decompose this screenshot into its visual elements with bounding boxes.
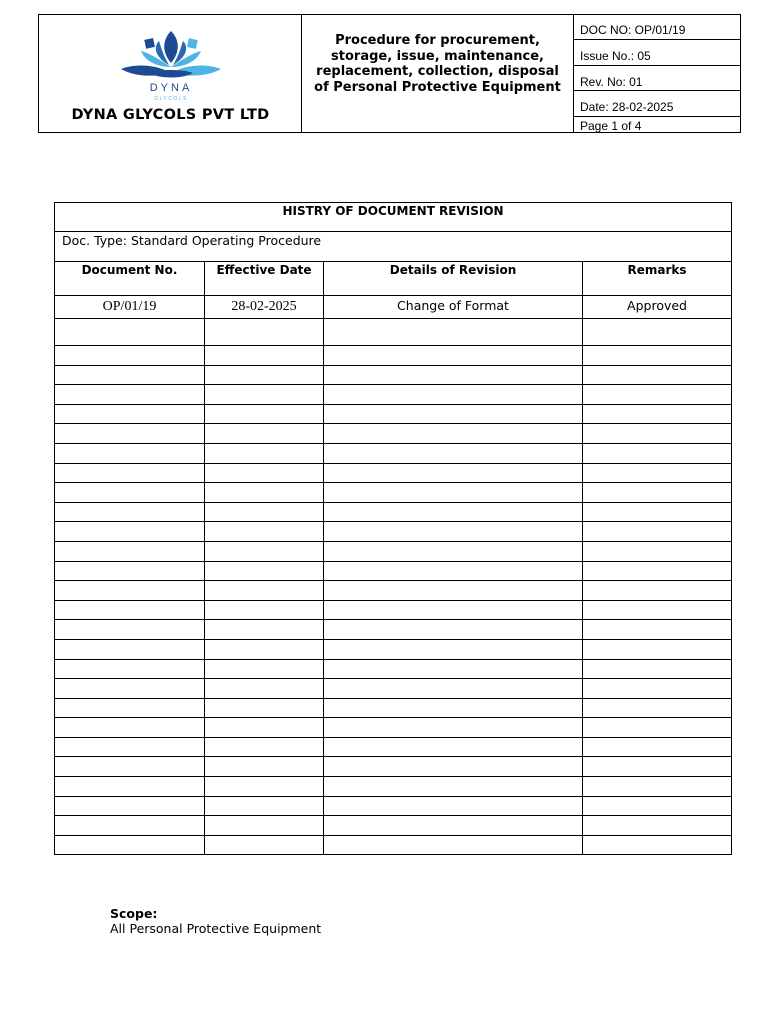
empty-cell (583, 757, 732, 777)
empty-cell (583, 443, 732, 463)
table-row (55, 816, 732, 836)
doc-type-row (55, 232, 732, 262)
empty-cell (324, 639, 583, 659)
table-row (55, 346, 732, 366)
empty-cell (324, 659, 583, 679)
empty-cell (324, 620, 583, 640)
empty-cell (583, 835, 732, 855)
empty-cell (55, 639, 205, 659)
empty-cell (583, 737, 732, 757)
empty-cell (324, 522, 583, 542)
empty-cell (583, 777, 732, 797)
empty-cell (55, 443, 205, 463)
empty-cell (205, 541, 324, 561)
doc-no: DOC NO: OP/01/19 (574, 15, 740, 40)
table-row (55, 639, 732, 659)
title-cell (302, 15, 574, 132)
table-title-row (55, 203, 732, 232)
empty-cell (55, 424, 205, 444)
rev-no: Rev. No: 01 (574, 66, 740, 91)
empty-cell (55, 718, 205, 738)
empty-cell (55, 319, 205, 346)
empty-cell (583, 319, 732, 346)
logo-sub-text: GLYCOLS (154, 96, 188, 102)
empty-cell (205, 483, 324, 503)
empty-cell (583, 463, 732, 483)
empty-cell (205, 698, 324, 718)
empty-cell (55, 679, 205, 699)
empty-cell (55, 522, 205, 542)
empty-cell (583, 718, 732, 738)
empty-cell (55, 483, 205, 503)
table-row (55, 600, 732, 620)
empty-cell (205, 659, 324, 679)
table-row (55, 385, 732, 405)
empty-cell (324, 777, 583, 797)
empty-cell (55, 737, 205, 757)
col-effective-date: Effective Date (205, 262, 324, 296)
table-row (55, 796, 732, 816)
empty-cell (324, 581, 583, 601)
page-number: Page 1 of 4 (580, 119, 642, 133)
empty-cell (55, 698, 205, 718)
empty-cell (205, 816, 324, 836)
empty-cell (324, 698, 583, 718)
empty-cell (324, 737, 583, 757)
table-row (55, 679, 732, 699)
table-row (55, 541, 732, 561)
empty-cell (205, 718, 324, 738)
empty-cell (55, 816, 205, 836)
table-row (55, 319, 732, 346)
empty-cell (55, 835, 205, 855)
empty-cell (55, 581, 205, 601)
empty-cell (583, 541, 732, 561)
logo-cell (39, 15, 302, 132)
empty-cell (205, 777, 324, 797)
table-row (55, 698, 732, 718)
table-row (55, 835, 732, 855)
doc-type: Doc. Type: Standard Operating Procedure (55, 232, 732, 262)
empty-cell (583, 385, 732, 405)
table-row (55, 483, 732, 503)
empty-cell (324, 443, 583, 463)
empty-cell (583, 424, 732, 444)
empty-cell (583, 522, 732, 542)
empty-cell (55, 777, 205, 797)
cell-details-of-revision: Change of Format (324, 296, 583, 319)
empty-cell (55, 365, 205, 385)
empty-cell (324, 757, 583, 777)
table-row (55, 424, 732, 444)
empty-cell (324, 404, 583, 424)
empty-cell (205, 796, 324, 816)
table-row (55, 522, 732, 542)
empty-cell (205, 365, 324, 385)
scope-text: All Personal Protective Equipment (110, 921, 322, 936)
empty-cell (205, 600, 324, 620)
empty-cell (324, 463, 583, 483)
col-details-of-revision: Details of Revision (324, 262, 583, 296)
cell-remarks: Approved (583, 296, 732, 319)
empty-cell (205, 502, 324, 522)
empty-cell (55, 463, 205, 483)
empty-cell (324, 424, 583, 444)
empty-cell (55, 404, 205, 424)
table-title: HISTRY OF DOCUMENT REVISION (55, 203, 732, 232)
table-row (55, 659, 732, 679)
empty-cell (324, 365, 583, 385)
table-row (55, 561, 732, 581)
document-title: Procedure for procurement, storage, issue, maintenance, replacement, collection, disposal of Personal Protective Equipment (314, 33, 561, 95)
empty-cell (324, 718, 583, 738)
table-row (55, 718, 732, 738)
table-row (55, 502, 732, 522)
table-row (55, 463, 732, 483)
col-document-no: Document No. (55, 262, 205, 296)
document-header (38, 14, 741, 133)
empty-cell (205, 737, 324, 757)
empty-cell (205, 679, 324, 699)
empty-cell (205, 561, 324, 581)
empty-cell (55, 385, 205, 405)
logo-brand-text: DYNA (149, 82, 193, 94)
revision-history-table (54, 202, 732, 855)
empty-cell (205, 522, 324, 542)
table-row (55, 296, 732, 319)
empty-cell (55, 757, 205, 777)
table-row (55, 443, 732, 463)
empty-cell (324, 679, 583, 699)
empty-cell (583, 620, 732, 640)
empty-cell (324, 483, 583, 503)
empty-cell (583, 816, 732, 836)
table-row (55, 581, 732, 601)
empty-cell (55, 541, 205, 561)
empty-cell (205, 424, 324, 444)
empty-cell (205, 404, 324, 424)
empty-cell (55, 620, 205, 640)
empty-cell (205, 463, 324, 483)
empty-cell (324, 385, 583, 405)
empty-cell (324, 346, 583, 366)
empty-cell (205, 443, 324, 463)
empty-cell (55, 796, 205, 816)
empty-cell (324, 816, 583, 836)
table-row (55, 620, 732, 640)
empty-cell (583, 483, 732, 503)
empty-cell (205, 346, 324, 366)
empty-cell (205, 639, 324, 659)
company-name: DYNA GLYCOLS PVT LTD (71, 107, 270, 123)
empty-cell (55, 502, 205, 522)
column-header-row (55, 262, 732, 296)
empty-cell (205, 319, 324, 346)
issue-no: Issue No.: 05 (574, 40, 740, 66)
empty-cell (324, 600, 583, 620)
empty-cell (205, 835, 324, 855)
empty-cell (55, 346, 205, 366)
empty-cell (55, 659, 205, 679)
empty-cell (583, 365, 732, 385)
empty-cell (583, 600, 732, 620)
empty-cell (324, 502, 583, 522)
empty-cell (324, 541, 583, 561)
empty-cell (205, 757, 324, 777)
empty-cell (324, 561, 583, 581)
cell-document-no: OP/01/19 (55, 296, 205, 319)
empty-cell (583, 796, 732, 816)
empty-cell (205, 385, 324, 405)
empty-cell (583, 659, 732, 679)
table-row (55, 404, 732, 424)
empty-cell (55, 561, 205, 581)
empty-cell (583, 404, 732, 424)
empty-cell (324, 319, 583, 346)
meta-cell (574, 15, 740, 132)
empty-cell (324, 835, 583, 855)
empty-cell (583, 581, 732, 601)
table-row (55, 757, 732, 777)
date: Date: 28-02-2025 (574, 91, 740, 117)
table-row (55, 777, 732, 797)
table-row (55, 737, 732, 757)
lotus-logo-icon (119, 29, 223, 105)
empty-cell (205, 620, 324, 640)
empty-cell (324, 796, 583, 816)
scope-heading: Scope: (110, 906, 158, 921)
empty-cell (583, 502, 732, 522)
table-row (55, 365, 732, 385)
empty-cell (583, 679, 732, 699)
empty-cell (583, 346, 732, 366)
col-remarks: Remarks (583, 262, 732, 296)
empty-cell (55, 600, 205, 620)
empty-cell (583, 561, 732, 581)
empty-cell (205, 581, 324, 601)
empty-cell (583, 639, 732, 659)
empty-cell (583, 698, 732, 718)
cell-effective-date: 28-02-2025 (205, 296, 324, 319)
